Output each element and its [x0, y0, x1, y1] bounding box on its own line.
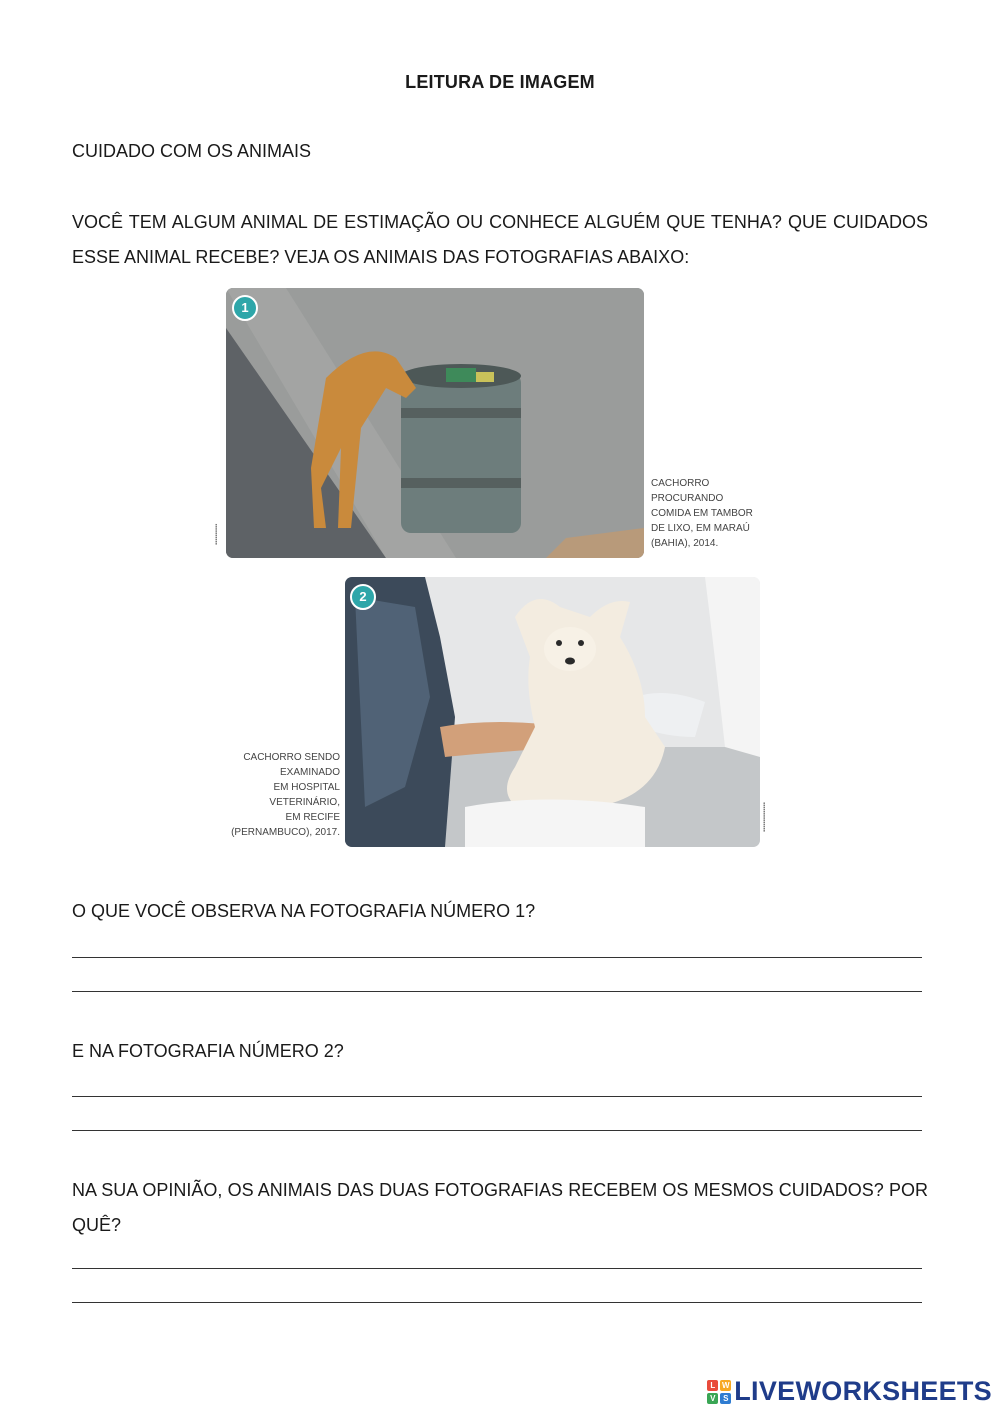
photo-2-illustration [345, 577, 760, 847]
answer-line[interactable] [72, 1096, 922, 1097]
photo-1-caption: CACHORRO PROCURANDO COMIDA EM TAMBOR DE LIXO, EM MARAÚ (BAHIA), 2014. [651, 478, 753, 549]
answer-line[interactable] [72, 991, 922, 992]
question-2: E NA FOTOGRAFIA NÚMERO 2? [72, 1041, 344, 1061]
liveworksheets-logo[interactable] [707, 1376, 992, 1407]
logo-wordmark: LIVEWORKSHEETS [734, 1376, 992, 1406]
intro-paragraph: VOCÊ TEM ALGUM ANIMAL DE ESTIMAÇÃO OU CONHECE ALGUÉM QUE TENHA? QUE CUIDADOS ESSE ANIMAL RECEBE? VEJA OS ANIMAIS DAS FOTOGRAFIAS ABAIXO: [72, 212, 928, 267]
page-title: LEITURA DE IMAGEM [405, 72, 595, 92]
question-3: NA SUA OPINIÃO, OS ANIMAIS DAS DUAS FOTOGRAFIAS RECEBEM OS MESMOS CUIDADOS? POR QUÊ? [72, 1180, 928, 1235]
section-subtitle: CUIDADO COM OS ANIMAIS [72, 141, 312, 161]
photo-credit-text: ▪▪▪▪▪▪▪▪▪▪ [214, 523, 220, 545]
answer-line[interactable] [72, 1268, 922, 1269]
logo-mark-letter: L [707, 1380, 718, 1391]
photo-number-badge: 2 [350, 584, 376, 610]
logo-mark-letter: V [707, 1393, 718, 1404]
logo-mark-letter: W [721, 1380, 730, 1390]
question-1: O QUE VOCÊ OBSERVA NA FOTOGRAFIA NÚMERO 1? [72, 901, 536, 921]
answer-line[interactable] [72, 1302, 922, 1303]
photo-dog-vet-exam [345, 577, 760, 847]
photo-number-badge: 1 [232, 295, 258, 321]
photo-1-illustration [226, 288, 644, 558]
logo-mark-icon [707, 1380, 731, 1404]
answer-line[interactable] [72, 1130, 922, 1131]
answer-line[interactable] [72, 957, 922, 958]
logo-mark-letter: S [720, 1393, 731, 1404]
photo-2-caption: CACHORRO SENDO EXAMINADO EM HOSPITAL VETERINÁRIO, EM RECIFE (PERNAMBUCO), 2017. [231, 752, 340, 838]
photo-dog-trash-drum [226, 288, 644, 558]
photo-credit-text: ▪▪▪▪▪▪▪▪▪▪▪▪▪▪ [762, 802, 768, 832]
